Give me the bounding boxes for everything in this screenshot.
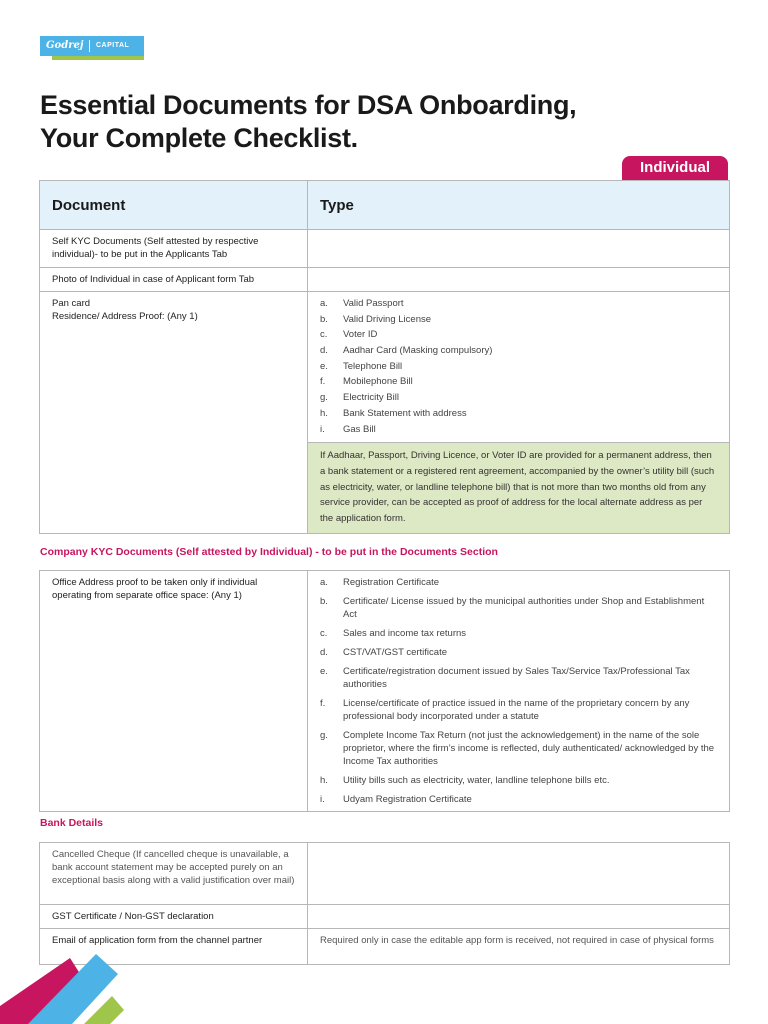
- document-cell: Self KYC Documents (Self attested by respective individual)- to be put in the Applicants Tab: [40, 230, 308, 268]
- list-item: e. Certificate/registration document issued by Sales Tax/Service Tax/Professional Tax authorities: [320, 666, 690, 690]
- type-cell: [308, 905, 730, 929]
- logo-divider: [89, 40, 90, 52]
- type-cell: [308, 843, 730, 905]
- list-item: g. Electricity Bill: [320, 392, 399, 404]
- godrej-capital-logo: [40, 36, 144, 62]
- individual-documents-table: [39, 180, 730, 534]
- page-title-line-2: Your Complete Checklist.: [40, 123, 358, 153]
- table-row: [40, 230, 730, 268]
- logo-band: [40, 36, 144, 56]
- company-documents-table: [39, 570, 730, 812]
- list-item: h. Bank Statement with address: [320, 407, 467, 419]
- table-row: [40, 292, 730, 443]
- list-item: c. Sales and income tax returns: [320, 628, 467, 639]
- document-cell: Office Address proof to be taken only if individual operating from separate office space: (Any 1): [40, 571, 308, 812]
- list-item: c. Voter ID: [320, 329, 378, 341]
- type-cell: [308, 292, 730, 443]
- table-row: [40, 905, 730, 929]
- individual-tag: Individual: [622, 156, 728, 180]
- address-proof-note: If Aadhaar, Passport, Driving Licence, or Voter ID are provided for a permanent address, then a bank statement or a registered rent agreement, accompanied by the owner’s utility bill (such as electricity, water, or landline telephone bill) that is not more than two months old from any service provider, can be accepted as proof of address for the local alternate address as per the application form.: [308, 443, 730, 534]
- list-item: a. Valid Passport: [320, 298, 404, 309]
- page-title-line-1: Essential Documents for DSA Onboarding,: [40, 90, 577, 120]
- type-cell: [308, 268, 730, 292]
- type-cell: [308, 230, 730, 268]
- document-cell: [40, 292, 308, 534]
- list-item: d. CST/VAT/GST certificate: [320, 647, 447, 658]
- header-document: Document: [40, 181, 308, 230]
- header-type: Type: [308, 181, 730, 230]
- document-cell: Photo of Individual in case of Applicant form Tab: [40, 268, 308, 292]
- table-row: [40, 843, 730, 905]
- page-title: [40, 89, 576, 155]
- logo-green-stripe: [52, 56, 144, 60]
- logo-division: CAPITAL: [96, 42, 130, 49]
- logo-brand: Godrej: [46, 40, 84, 51]
- bank-details-section-title: Bank Details: [40, 817, 104, 829]
- list-item: f. Mobilephone Bill: [320, 376, 413, 388]
- list-item: b. Valid Driving License: [320, 313, 432, 325]
- table-header-row: [40, 181, 730, 230]
- company-kyc-section-title: Company KYC Documents (Self attested by Individual) - to be put in the Documents Section: [40, 546, 498, 558]
- type-cell: [308, 571, 730, 812]
- bank-details-table: [39, 842, 730, 965]
- office-proof-options: [320, 576, 717, 806]
- decorative-corner-graphic: [0, 944, 130, 1024]
- document-cell: GST Certificate / Non-GST declaration: [40, 905, 308, 929]
- list-item: h. Utility bills such as electricity, water, landline telephone bills etc.: [320, 775, 610, 786]
- list-item: e. Telephone Bill: [320, 360, 403, 372]
- document-cell: Cancelled Cheque (If cancelled cheque is unavailable, a bank account statement may be accepted purely on an exceptional basis along with a valid justification over mail): [40, 843, 308, 905]
- address-proof-label: Residence/ Address Proof: (Any 1): [52, 311, 198, 322]
- list-item: i. Gas Bill: [320, 423, 376, 435]
- table-row: [40, 571, 730, 812]
- list-item: g. Complete Income Tax Return (not just the acknowledgement) in the name of the sole proprietor, where the firm’s income is reflected, duly authenticated/ acknowledged by the Income Tax authorities: [320, 730, 715, 767]
- address-proof-options: [320, 297, 717, 438]
- list-item: f. License/certificate of practice issued in the name of the proprietary concern by any professional body incorporated under a statute: [320, 698, 690, 722]
- list-item: a. Registration Certificate: [320, 577, 440, 588]
- type-cell: Required only in case the editable app form is received, not required in case of physical forms: [308, 929, 730, 965]
- pan-card-label: Pan card: [52, 298, 91, 309]
- list-item: d. Aadhar Card (Masking compulsory): [320, 345, 493, 357]
- table-row: [40, 268, 730, 292]
- list-item: i. Udyam Registration Certificate: [320, 794, 472, 805]
- table-row: [40, 929, 730, 965]
- document-cell: Email of application form from the channel partner: [40, 929, 308, 965]
- list-item: b. Certificate/ License issued by the municipal authorities under Shop and Establishment Act: [320, 596, 705, 620]
